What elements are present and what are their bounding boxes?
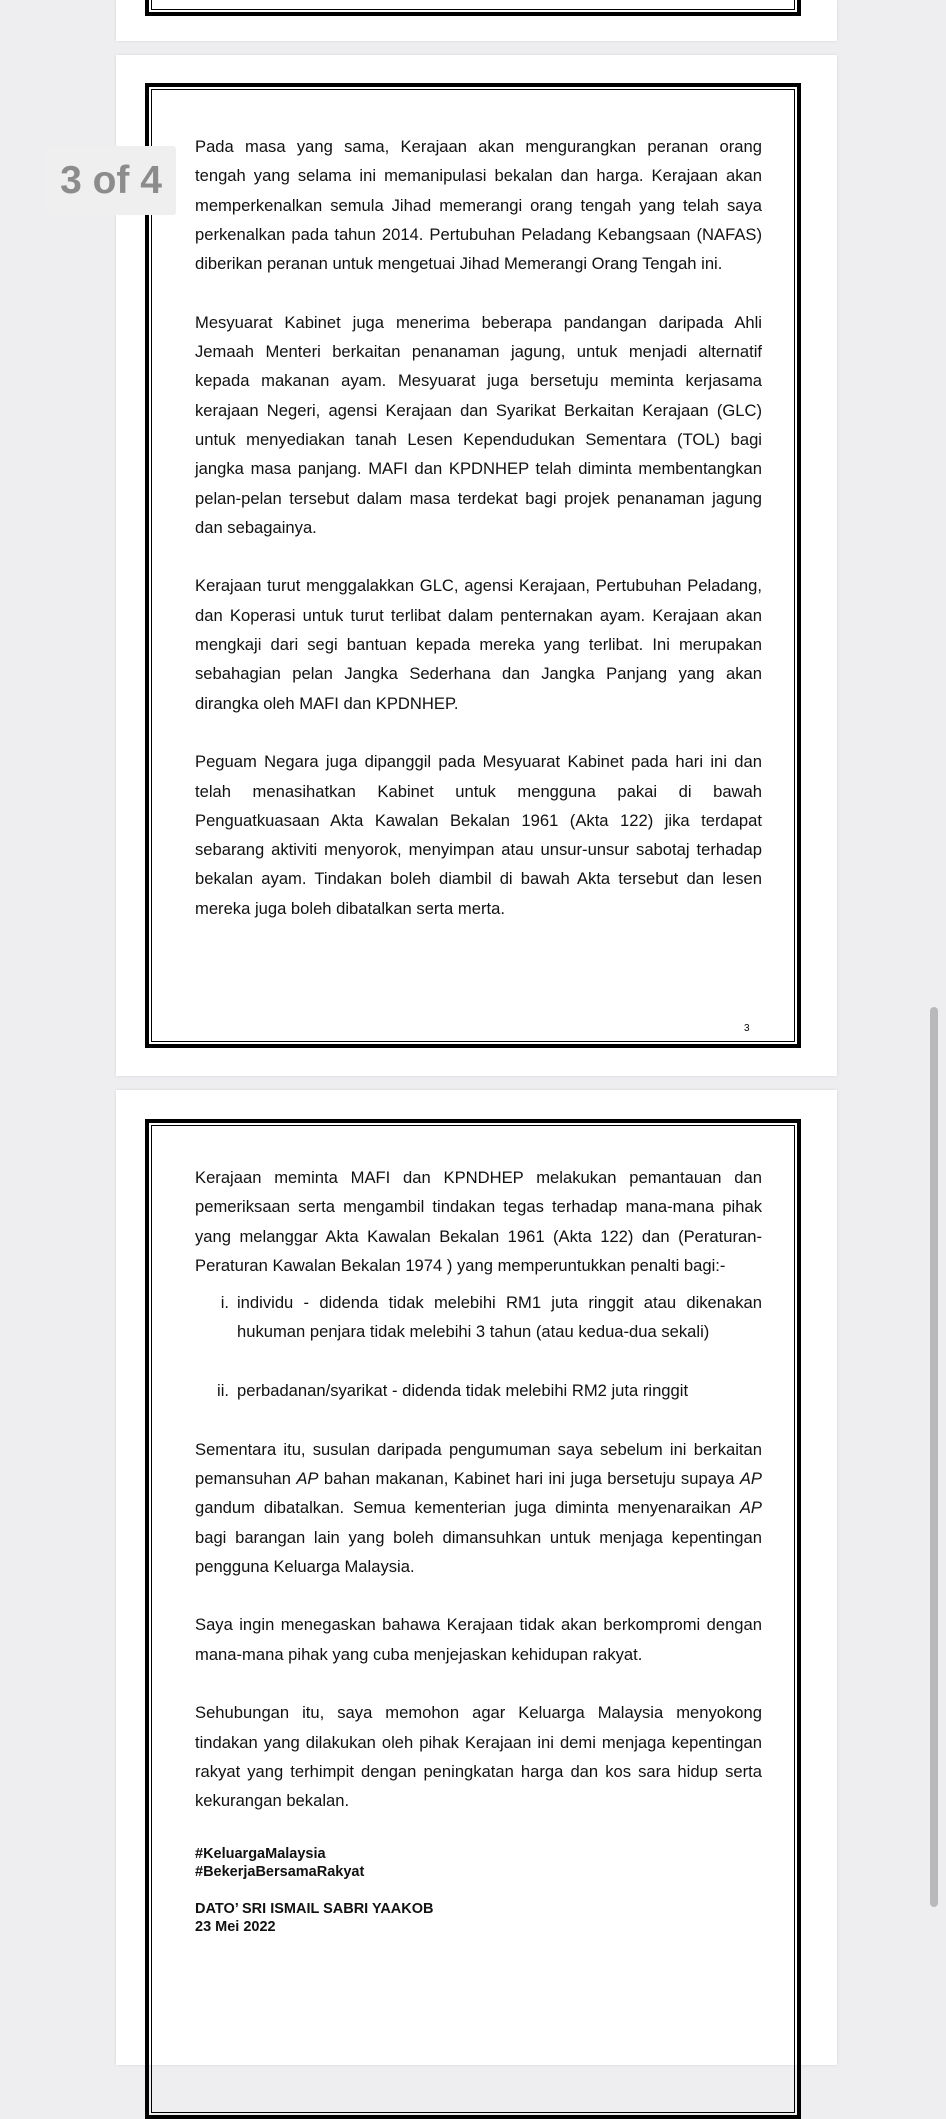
page-border bbox=[145, 0, 801, 16]
paragraph: Kerajaan meminta MAFI dan KPNDHEP melakukan pemantauan dan pemeriksaan serta mengambil tindakan tegas terhadap mana-mana pihak yang melanggar Akta Kawalan Bekalan 1961 (Akta 122) dan (Peraturan-Peraturan Kawalan Bekalan 1974 ) yang memperuntukkan penalti bagi:- bbox=[195, 1168, 762, 1275]
text-run: AP bbox=[296, 1468, 319, 1488]
page-content bbox=[195, 1163, 762, 1937]
text-run: bagi barangan lain yang boleh dimansuhkan untuk menjaga kepentingan pengguna Keluarga Malaysia. bbox=[195, 1527, 762, 1576]
paragraph: Pada masa yang sama, Kerajaan akan mengurangkan peranan orang tengah yang selama ini memanipulasi bekalan dan harga. Kerajaan akan memperkenalkan semula Jihad memerangi orang tengah yang telah saya perkenalkan pada tahun 2014. Pertubuhan Peladang Kebangsaan (NAFAS) diberikan peranan untuk mengetuai Jihad Memerangi Orang Tengah ini. bbox=[195, 137, 762, 274]
paragraph: Mesyuarat Kabinet juga menerima beberapa pandangan daripada Ahli Jemaah Menteri berkaitan penanaman jagung, untuk menjadi alternatif kepada makanan ayam. Mesyuarat juga bersetuju meminta kerjasama kerajaan Negeri, agensi Kerajaan dan Syarikat Berkaitan Kerajaan (GLC) untuk menyediakan tanah Lesen Kependudukan Sementara (TOL) bagi jangka masa panjang. MAFI dan KPDNHEP telah diminta membentangkan pelan-pelan tersebut dalam masa terdekat bagi projek penanaman jagung dan sebagainya. bbox=[195, 312, 762, 537]
paragraph: Peguam Negara juga dipanggil pada Mesyuarat Kabinet pada hari ini dan telah menasihatkan Kabinet untuk mengguna pakai di bawah Penguatkuasaan Akta Kawalan Bekalan 1961 (Akta 122) jika terdapat sebarang aktiviti menyorok, menyimpan atau unsur-unsur sabotaj terhadap bekalan ayam. Tindakan boleh diambil di bawah Akta tersebut dan lesen mereka juga boleh dibatalkan serta merta. bbox=[195, 752, 762, 918]
list-number: i. bbox=[220, 1293, 229, 1313]
scrollbar[interactable] bbox=[930, 1007, 938, 1907]
list-text: perbadanan/syarikat - didenda tidak melebihi RM2 juta ringgit bbox=[237, 1381, 689, 1401]
text-run: bahan makanan, Kabinet hari ini juga bersetuju supaya bbox=[318, 1468, 740, 1488]
penalty-list bbox=[195, 1288, 762, 1405]
paragraph: Saya ingin menegaskan bahawa Kerajaan tidak akan berkompromi dengan mana-mana pihak yang cuba menjejaskan kehidupan rakyat. bbox=[195, 1615, 762, 1664]
list-text: individu - didenda tidak melebihi RM1 juta ringgit atau dikenakan hukuman penjara tidak melebihi 3 tahun (atau kedua-dua sekali) bbox=[237, 1293, 762, 1342]
text-run: gandum dibatalkan. Semua kementerian juga diminta menyenaraikan bbox=[195, 1498, 740, 1518]
text-run: Sementara itu, susulan daripada pengumuman saya sebelum ini berkaitan pemansuhan bbox=[195, 1439, 762, 1488]
text-run: AP bbox=[739, 1498, 762, 1518]
page-content bbox=[195, 132, 762, 952]
hashtag: #BekerjaBersamaRakyat bbox=[195, 1864, 365, 1881]
page-indicator: 3 of 4 bbox=[46, 146, 176, 215]
list-item bbox=[195, 1376, 762, 1405]
paragraph: Kerajaan turut menggalakkan GLC, agensi Kerajaan, Pertubuhan Peladang, dan Koperasi untuk turut terlibat dalam penternakan ayam. Kerajaan akan mengkaji dari segi bantuan kepada mereka yang terlibat. Ini merupakan sebahagian pelan Jangka Sederhana dan Jangka Panjang yang akan dirangka oleh MAFI dan KPDNHEP. bbox=[195, 576, 762, 713]
signatory-name: DATO’ SRI ISMAIL SABRI YAAKOB bbox=[195, 1900, 434, 1917]
list-number: ii. bbox=[217, 1381, 229, 1401]
list-item bbox=[195, 1288, 762, 1347]
pdf-page-2 bbox=[116, 0, 837, 41]
pdf-page-4 bbox=[116, 1090, 837, 2065]
hashtag: #KeluargaMalaysia bbox=[195, 1845, 326, 1862]
signature-date: 23 Mei 2022 bbox=[195, 1919, 276, 1936]
hashtags bbox=[195, 1845, 762, 1882]
paragraph bbox=[195, 1435, 762, 1581]
paragraph: Sehubungan itu, saya memohon agar Keluarga Malaysia menyokong tindakan yang dilakukan oleh pihak Kerajaan ini demi menjaga kepentingan rakyat yang terhimpit dengan peningkatan harga dan kos sara hidup serta kekurangan bekalan. bbox=[195, 1703, 762, 1811]
pdf-page-3 bbox=[116, 55, 837, 1076]
page-number: 3 bbox=[744, 1023, 750, 1034]
text-run: AP bbox=[739, 1468, 762, 1488]
signature-block bbox=[195, 1900, 762, 1937]
